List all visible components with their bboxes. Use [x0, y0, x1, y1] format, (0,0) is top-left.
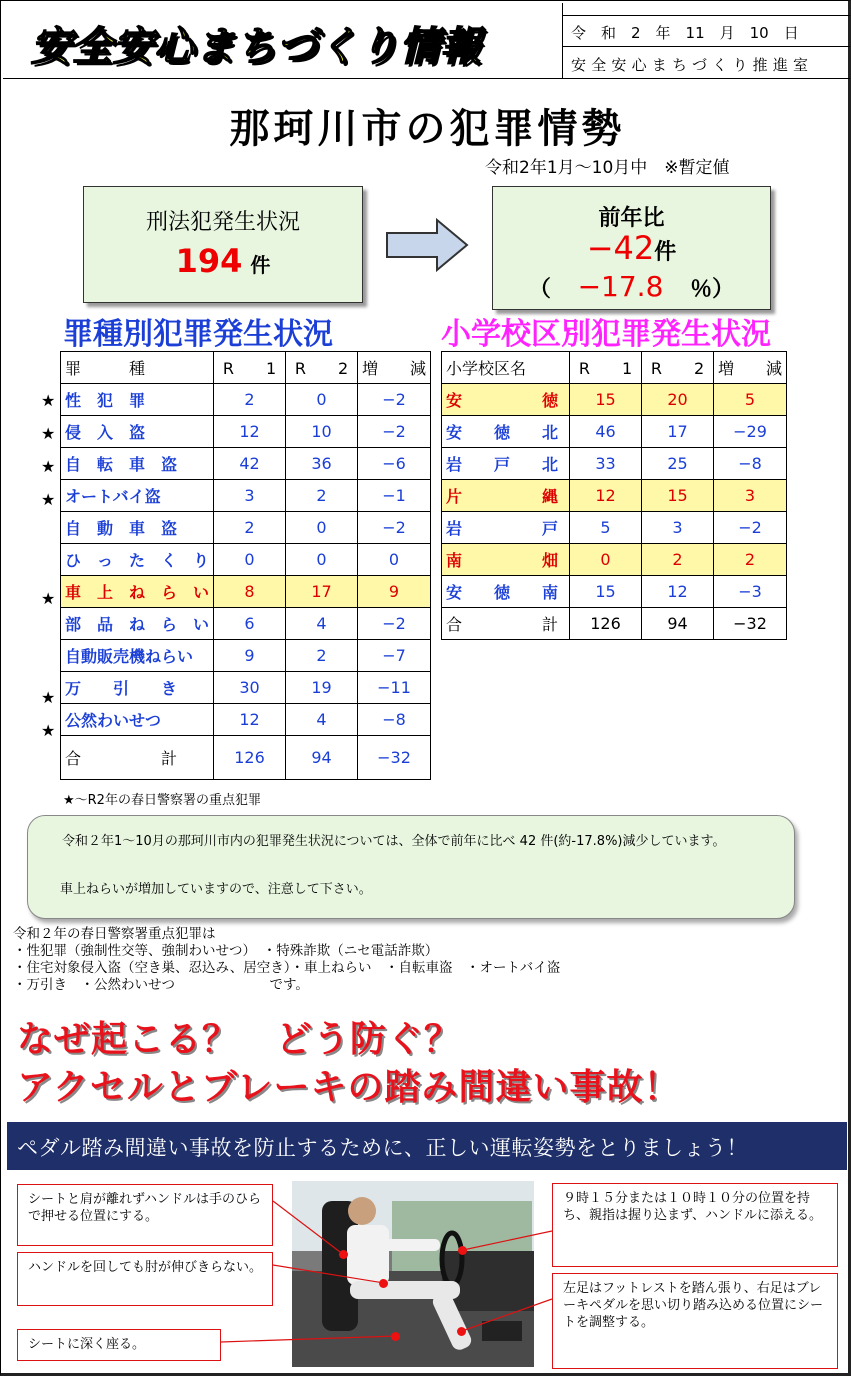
district-name: 安 徳 南	[442, 576, 570, 608]
footnote: ★〜R2年の春日警察署の重点犯罪	[63, 793, 261, 808]
table-row	[442, 480, 787, 512]
total-label: 合 計	[442, 608, 570, 640]
summary-unit: 件	[250, 253, 271, 277]
crime-name: 自 動 車 盗	[61, 512, 214, 544]
r2-value: 0	[286, 544, 358, 576]
crime-name: 公然わいせつ	[61, 704, 214, 736]
r1-value: 15	[570, 576, 642, 608]
table-row	[442, 512, 787, 544]
table-row	[61, 576, 431, 608]
summary-count-line	[84, 242, 362, 280]
column-header: 増 減	[714, 352, 787, 384]
diff-value: −2	[358, 384, 431, 416]
diff-value: 2	[714, 544, 787, 576]
table-row	[442, 448, 787, 480]
crime-name: 自 転 車 盗	[61, 448, 214, 480]
summary-count: 194	[175, 242, 243, 280]
header-date-text: 令 和 2 年 11 月 10 日	[571, 24, 799, 42]
star-marker: ★	[41, 688, 56, 707]
r1-value: 12	[214, 704, 286, 736]
diff-value: −7	[358, 640, 431, 672]
total-label: 合 計	[61, 736, 214, 780]
r1-value: 6	[214, 608, 286, 640]
crime-type-table	[60, 351, 431, 780]
r2-value: 4	[286, 704, 358, 736]
r2-value: 10	[286, 416, 358, 448]
comparison-box	[492, 186, 771, 310]
r2-value: 2	[642, 544, 714, 576]
crime-name: ひ っ た く り	[61, 544, 214, 576]
comparison-percent-unit: ％）	[690, 277, 735, 302]
star-marker: ★	[41, 589, 56, 608]
comparison-diff: −42	[586, 229, 655, 267]
crime-type-title: 罪種別犯罪発生状況	[63, 317, 333, 352]
r2-value: 4	[286, 608, 358, 640]
r2-value: 17	[642, 416, 714, 448]
r1-value: 42	[214, 448, 286, 480]
focus-line-1: ・性犯罪（強制性交等、強制わいせつ） ・特殊詐欺（ニセ電話詐欺）	[13, 943, 439, 959]
column-header: R 2	[286, 352, 358, 384]
r2-value: 3	[642, 512, 714, 544]
table-row	[61, 384, 431, 416]
r2-value: 12	[642, 576, 714, 608]
diff-value: 5	[714, 384, 787, 416]
summary-box	[83, 186, 363, 303]
district-name: 岩 戸	[442, 512, 570, 544]
school-district-table	[441, 351, 787, 640]
table-row	[61, 704, 431, 736]
summary-note	[27, 815, 795, 919]
r1-value: 5	[570, 512, 642, 544]
star-marker: ★	[41, 490, 56, 509]
comparison-unit: 件	[654, 240, 677, 265]
district-name: 南 畑	[442, 544, 570, 576]
note-line-2: 車上ねらいが増加していますので、注意して下さい。	[60, 882, 372, 897]
comparison-open-paren: （	[528, 277, 551, 302]
headline-line-2: アクセルとブレーキの踏み間違い事故！	[17, 1067, 681, 1108]
marker-seat	[391, 1332, 400, 1341]
comparison-diff-line	[493, 229, 770, 269]
marker-shoulder	[339, 1250, 348, 1259]
r1-value: 2	[214, 384, 286, 416]
callout-seat: シートに深く座る。	[17, 1329, 221, 1361]
diff-value: −1	[358, 480, 431, 512]
callout-connectors	[1, 1171, 851, 1371]
column-header: 増 減	[358, 352, 431, 384]
table-row	[61, 416, 431, 448]
header-date	[563, 15, 850, 47]
r1-value: 30	[214, 672, 286, 704]
right-arrow-icon	[385, 217, 469, 273]
diff-value: −3	[714, 576, 787, 608]
diff-value: −2	[358, 416, 431, 448]
diff-value: −2	[358, 608, 431, 640]
total-r1: 126	[214, 736, 286, 780]
diff-value: 9	[358, 576, 431, 608]
column-header: R 2	[642, 352, 714, 384]
header-title-box	[3, 3, 563, 79]
comparison-percent: −17.8	[577, 270, 664, 303]
diff-value: −29	[714, 416, 787, 448]
crime-name: 万 引 き	[61, 672, 214, 704]
r2-value: 19	[286, 672, 358, 704]
focus-line-2: ・住宅対象侵入盗（空き巣、忍込み、居空き）・車上ねらい ・自転車盗 ・オートバイ盗	[13, 960, 561, 976]
table-row	[61, 640, 431, 672]
r2-value: 25	[642, 448, 714, 480]
crime-name: 侵 入 盗	[61, 416, 214, 448]
r2-value: 17	[286, 576, 358, 608]
star-marker: ★	[41, 457, 56, 476]
period-label: 令和2年1月〜10月中 ※暫定値	[485, 158, 730, 178]
total-r2: 94	[642, 608, 714, 640]
table-header	[61, 352, 431, 384]
callout-feet: 左足はフットレストを踏ん張り、右足はブレーキペダルを思い切り踏み込める位置にシートを調整する。	[552, 1273, 838, 1369]
r2-value: 2	[286, 480, 358, 512]
r1-value: 33	[570, 448, 642, 480]
diff-value: −8	[358, 704, 431, 736]
crime-name: 性 犯 罪	[61, 384, 214, 416]
table-row	[442, 576, 787, 608]
r1-value: 2	[214, 512, 286, 544]
column-header: R 1	[570, 352, 642, 384]
r2-value: 15	[642, 480, 714, 512]
table-row	[442, 544, 787, 576]
comparison-label: 前年比	[598, 206, 665, 231]
table-row	[442, 384, 787, 416]
focus-line-3: ・万引き ・公然わいせつ です。	[13, 977, 309, 993]
marker-hand	[458, 1246, 467, 1255]
header-title: 安全安心まちづくり情報	[31, 24, 482, 70]
total-row	[61, 736, 431, 780]
callout-elbow: ハンドルを回しても肘が伸びきらない。	[17, 1252, 273, 1306]
diff-value: 0	[358, 544, 431, 576]
diff-value: −2	[714, 512, 787, 544]
r1-value: 3	[214, 480, 286, 512]
marker-foot	[457, 1327, 466, 1336]
total-r2: 94	[286, 736, 358, 780]
district-name: 安 徳 北	[442, 416, 570, 448]
diff-value: −8	[714, 448, 787, 480]
crime-name: オートバイ盗	[61, 480, 214, 512]
table-row	[61, 672, 431, 704]
diff-value: −6	[358, 448, 431, 480]
diff-value: −2	[358, 512, 431, 544]
r1-value: 0	[214, 544, 286, 576]
total-row	[442, 608, 787, 640]
total-diff: −32	[358, 736, 431, 780]
total-diff: −32	[714, 608, 787, 640]
table-row	[442, 416, 787, 448]
r2-value: 20	[642, 384, 714, 416]
school-district-title: 小学校区別犯罪発生状況	[441, 317, 771, 352]
callout-shoulder: シートと肩が離れずハンドルは手のひらで押せる位置にする。	[17, 1184, 273, 1246]
r2-value: 36	[286, 448, 358, 480]
crime-name: 車 上 ね ら い	[61, 576, 214, 608]
crime-name: 自動販売機ねらい	[61, 640, 214, 672]
posture-banner: ペダル踏み間違い事故を防止するために、正しい運転姿勢をとりましょう！	[7, 1122, 847, 1170]
r1-value: 8	[214, 576, 286, 608]
focus-title: 令和２年の春日警察署重点犯罪は	[13, 926, 216, 942]
callout-hand-position: ９時１５分または１０時１０分の位置を持ち、親指は握り込まず、ハンドルに添える。	[552, 1183, 838, 1267]
table-row	[61, 544, 431, 576]
headline-line-1: なぜ起こる？ どう防ぐ？	[17, 1019, 462, 1060]
column-header: R 1	[214, 352, 286, 384]
column-header: 罪 種	[61, 352, 214, 384]
comparison-percent-line	[493, 269, 770, 308]
table-row	[61, 512, 431, 544]
r1-value: 15	[570, 384, 642, 416]
summary-label: 刑法犯発生状況	[145, 210, 300, 235]
r1-value: 12	[214, 416, 286, 448]
star-marker: ★	[41, 424, 56, 443]
header-department: 安全安心まちづくり推進室	[563, 47, 850, 79]
r2-value: 0	[286, 384, 358, 416]
focus-crimes	[13, 926, 560, 994]
diff-value: −11	[358, 672, 431, 704]
r1-value: 12	[570, 480, 642, 512]
marker-elbow	[379, 1279, 388, 1288]
crime-name: 部 品 ね ら い	[61, 608, 214, 640]
total-r1: 126	[570, 608, 642, 640]
note-line-1: 令和２年1〜10月の那珂川市内の犯罪発生状況については、全体で前年に比べ 42 件(約-17.8%)減少しています。	[62, 834, 726, 849]
star-marker: ★	[41, 721, 56, 740]
r2-value: 0	[286, 512, 358, 544]
table-row	[61, 608, 431, 640]
table-row	[61, 480, 431, 512]
district-name: 安 徳	[442, 384, 570, 416]
r2-value: 2	[286, 640, 358, 672]
r1-value: 0	[570, 544, 642, 576]
district-name: 片 縄	[442, 480, 570, 512]
r1-value: 9	[214, 640, 286, 672]
page-title: 那珂川市の犯罪情勢	[229, 106, 626, 152]
column-header: 小学校区名	[442, 352, 570, 384]
star-marker: ★	[41, 391, 56, 410]
district-name: 岩 戸 北	[442, 448, 570, 480]
table-header	[442, 352, 787, 384]
r1-value: 46	[570, 416, 642, 448]
diff-value: 3	[714, 480, 787, 512]
table-row	[61, 448, 431, 480]
